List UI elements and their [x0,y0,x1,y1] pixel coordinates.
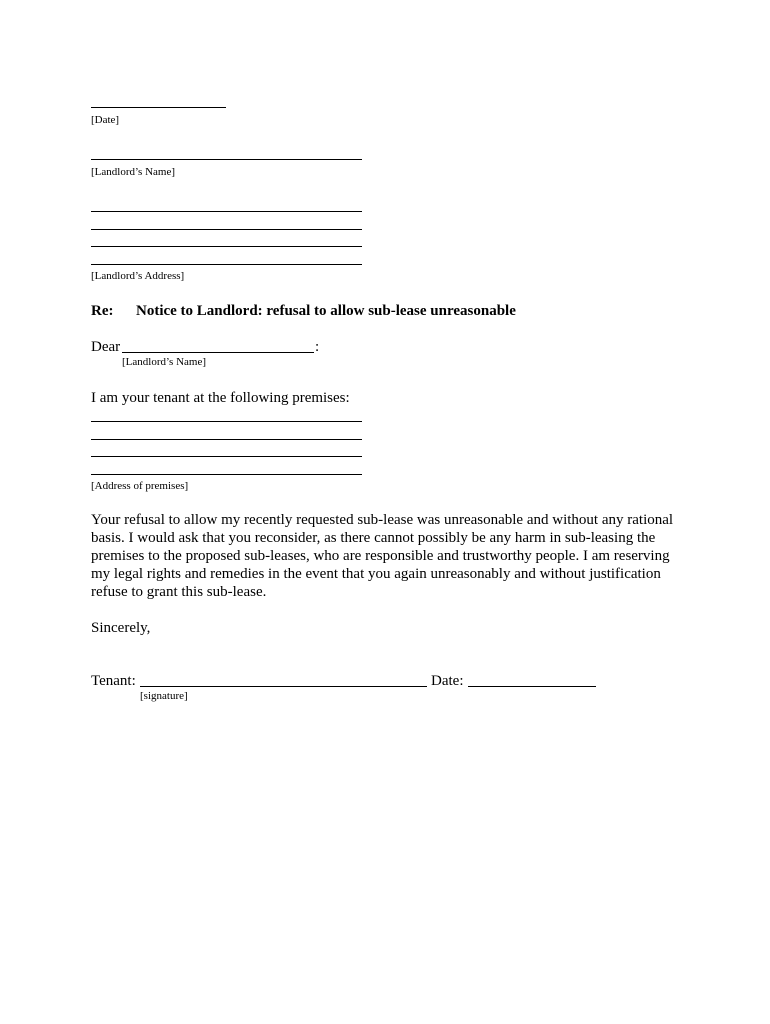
salutation-name-blank-line[interactable] [122,352,314,353]
date-field-label: Date: [431,673,464,689]
re-subject: Notice to Landlord: refusal to allow sub-lease unreasonable [136,303,516,319]
re-prefix: Re: [91,303,114,319]
premises-address-line-1[interactable] [91,421,362,422]
landlord-name-blank-line[interactable] [91,159,362,160]
landlord-name-label: [Landlord’s Name] [91,166,175,178]
salutation-word: Dear [91,339,121,355]
premises-address-label: [Address of premises] [91,480,189,492]
closing-text: Sincerely, [91,620,151,636]
landlord-address-line-2[interactable] [91,229,362,230]
body-line: Your refusal to allow my recently requested sub-lease was unreasonable and without any rational [91,512,674,528]
body-line: basis. I would ask that you reconsider, as there cannot possibly be any harm in sub-leasing the [91,530,656,546]
landlord-address-label: [Landlord’s Address] [91,270,185,282]
premises-address-line-3[interactable] [91,456,362,457]
body-line: refuse to grant this sub-lease. [91,584,267,600]
premises-address-line-2[interactable] [91,439,362,440]
tenant-signature-blank-line[interactable] [140,686,427,687]
date-blank-line[interactable] [91,107,226,108]
body-paragraph [91,511,691,601]
tenant-label: Tenant: [91,673,136,689]
landlord-address-line-1[interactable] [91,211,362,212]
landlord-address-line-3[interactable] [91,246,362,247]
date-label: [Date] [91,114,120,126]
body-line: my legal rights and remedies in the event that you again unreasonably and without justification [91,566,661,582]
salutation-name-label: [Landlord’s Name] [122,356,206,368]
body-line: premises to the proposed sub-leases, who are responsible and trustworthy people. I am reserving [91,548,670,564]
date-field-blank-line[interactable] [468,686,596,687]
premises-address-line-4[interactable] [91,474,362,475]
landlord-address-line-4[interactable] [91,264,362,265]
salutation-colon: : [315,339,320,355]
signature-label: [signature] [140,690,188,702]
tenant-intro-text: I am your tenant at the following premises: [91,390,350,406]
